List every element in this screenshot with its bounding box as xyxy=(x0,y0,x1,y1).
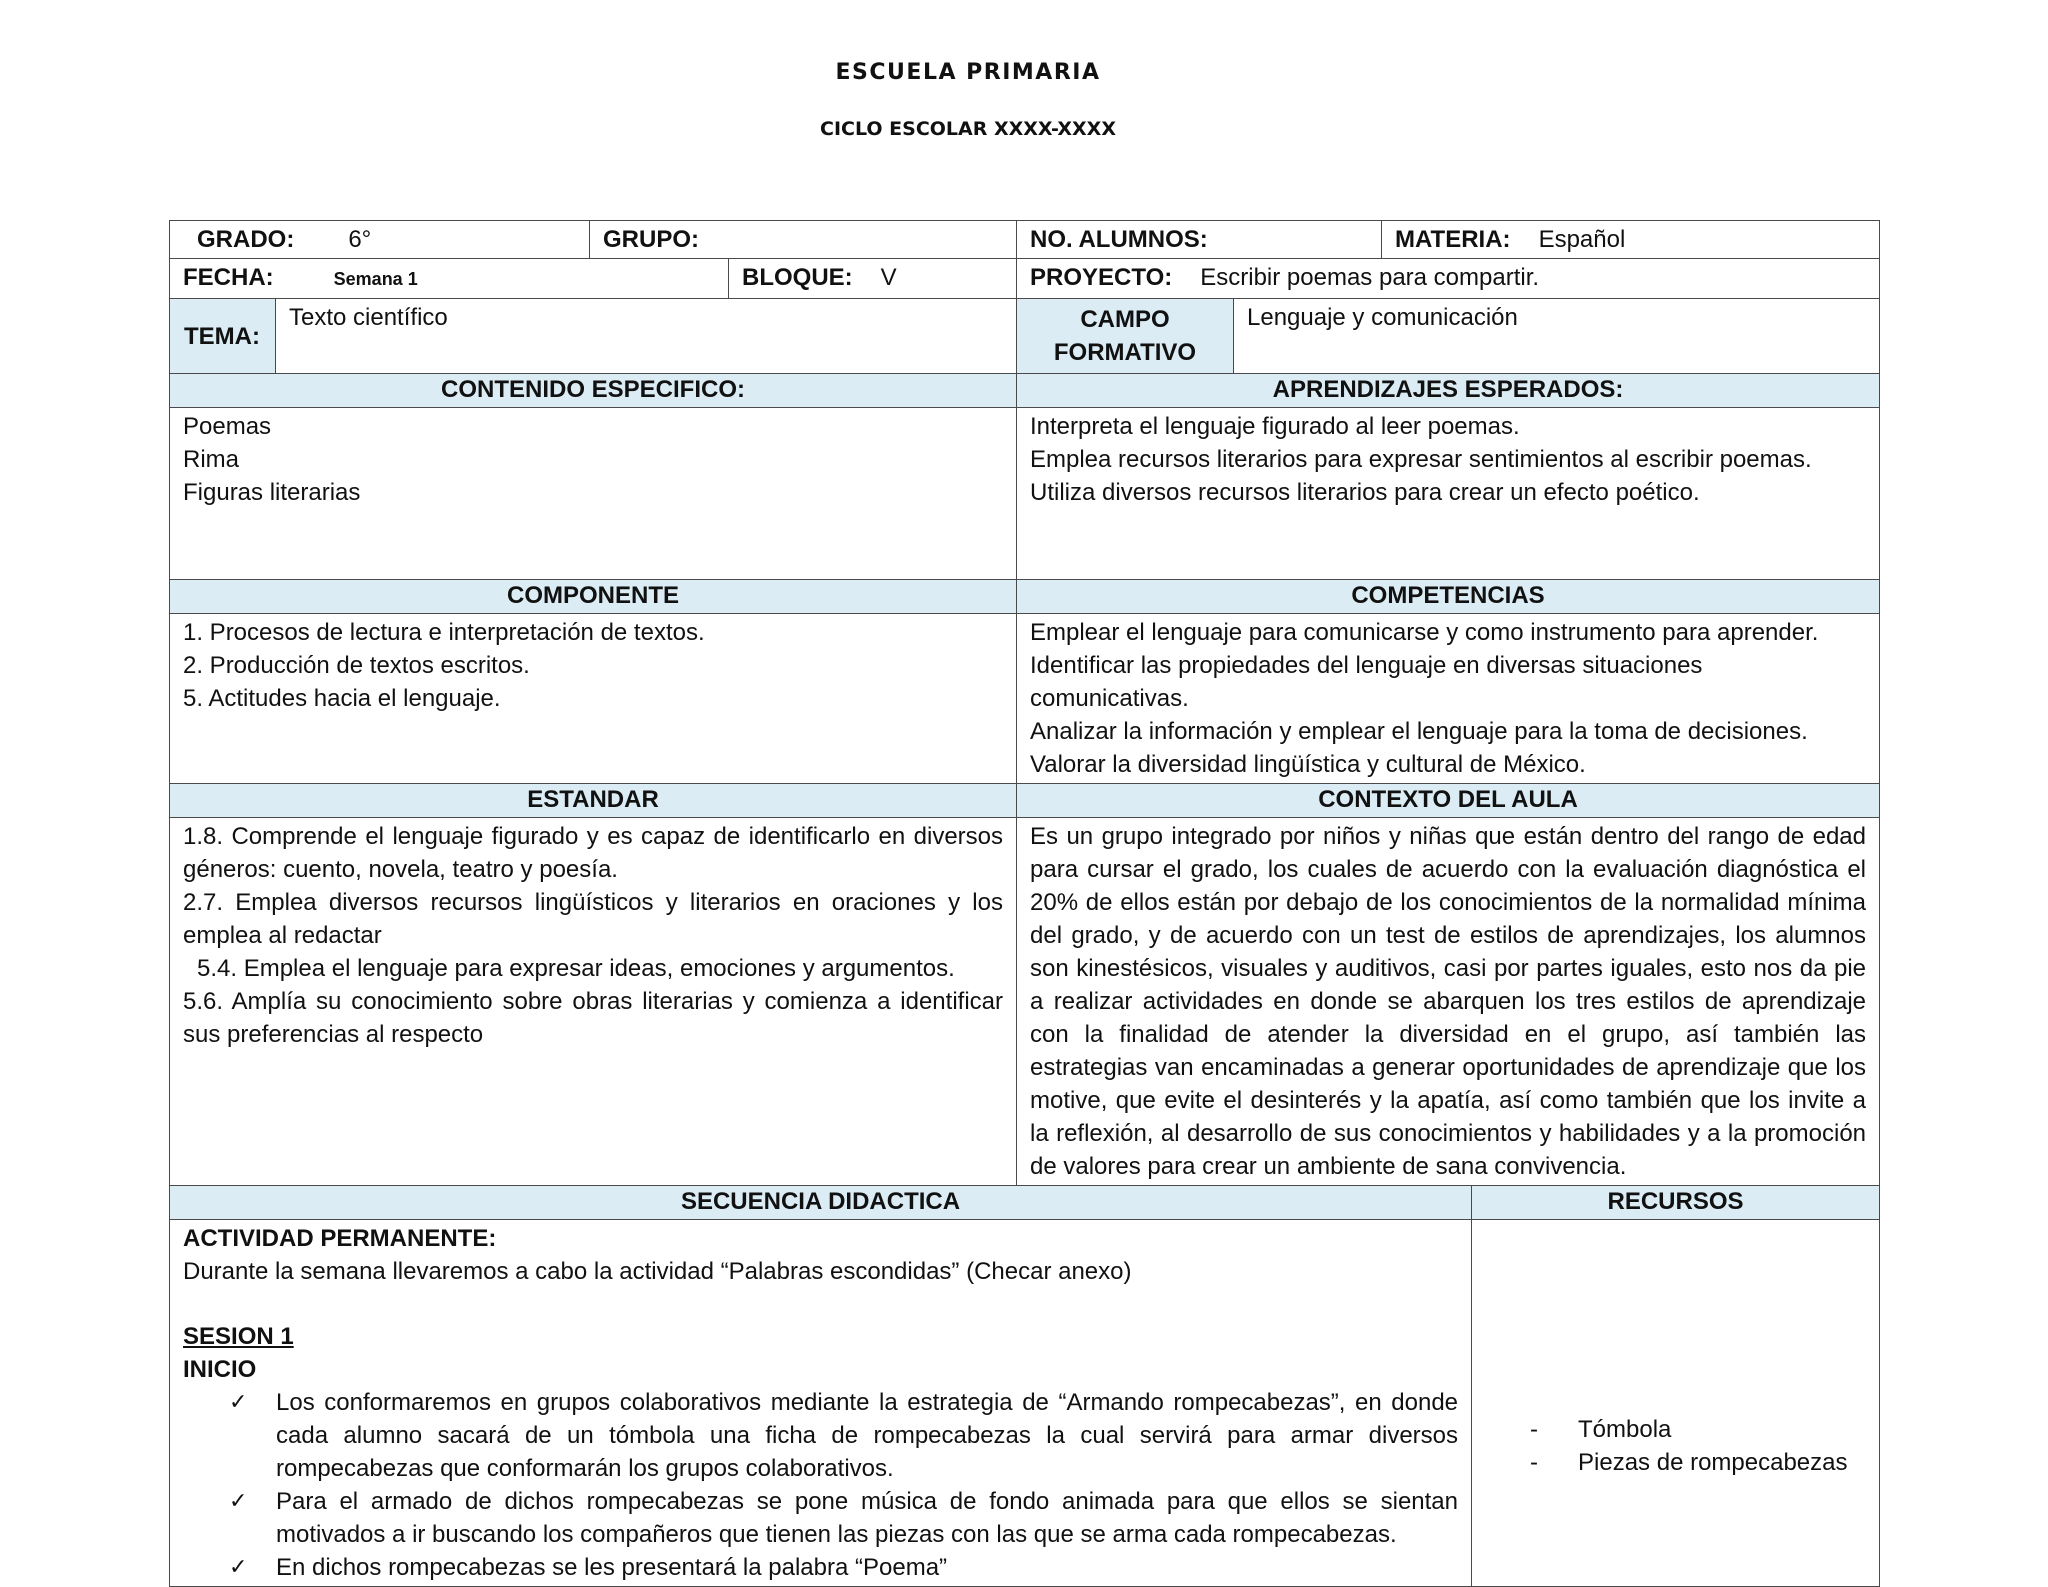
materia-cell xyxy=(1382,221,1880,259)
aprendizajes-cell xyxy=(1017,408,1880,580)
contexto-text: Es un grupo integrado por niños y niñas que están dentro del rango de edad para cursar el grado, los cuales de acuerdo con la evaluación diagnóstica el 20% de ellos están por debajo de los conocimientos de la normalidad mínima del grado, y de acuerdo con un test de estilos de aprendizajes, los alumnos son kinestésicos, visuales y auditivos, casi por partes iguales, esto nos da pie a realizar actividades en donde se abarquen los tres estilos de aprendizaje con la finalidad de atender la diversidad en el grupo, así también las estrategias van encaminadas a generar oportunidades de aprendizaje que los motive, que evite el desinterés y la apatía, así como también que los invite a la reflexión, al desarrollo de sus conocimientos y habilidades y a la promoción de valores para crear un ambiente de sana convivencia. xyxy=(1030,823,1867,1180)
estandar-row xyxy=(170,818,1880,1186)
recursos-list xyxy=(1530,1413,1866,1479)
campo-label-1: CAMPO xyxy=(1080,306,1170,333)
contenido-row xyxy=(170,408,1880,580)
campo-label-cell xyxy=(1017,299,1234,374)
materia-label: MATERIA: xyxy=(1395,226,1511,253)
recurso-item xyxy=(1530,1446,1866,1479)
tema-value: Texto científico xyxy=(289,304,448,331)
tema-label-cell xyxy=(170,299,276,374)
info-row-1 xyxy=(170,221,1880,259)
info-row-2 xyxy=(170,259,1880,299)
inicio-item-text: Para el armado de dichos rompecabezas se pone música de fondo animada para que ellos se sientan motivados a ir buscando los compañeros que tienen las piezas con las que se arma cada rompecabezas. xyxy=(276,1488,1459,1548)
contenido-item: Poemas xyxy=(183,413,272,440)
fecha-value: Semana 1 xyxy=(333,269,418,289)
inicio-item xyxy=(229,1386,1458,1485)
info-row-3 xyxy=(170,299,1880,374)
campo-value: Lenguaje y comunicación xyxy=(1247,304,1518,331)
contexto-header: CONTEXTO DEL AULA xyxy=(1017,784,1880,818)
secuencia-header: SECUENCIA DIDACTICA xyxy=(170,1186,1472,1220)
estandar-item: 1.8. Comprende el lenguaje figurado y es capaz de identificarlo en diversos géneros: cuento, novela, teatro y poesía. xyxy=(183,823,1003,883)
sesion-title: SESION 1 xyxy=(183,1323,294,1350)
grupo-cell xyxy=(590,221,1017,259)
bloque-value: V xyxy=(880,264,897,291)
dash-mark: - xyxy=(1530,1416,1539,1443)
componente-item: 1. Procesos de lectura e interpretación de textos. xyxy=(183,619,705,646)
estandar-header: ESTANDAR xyxy=(170,784,1017,818)
recurso-text: Tómbola xyxy=(1578,1416,1672,1443)
dash-mark: - xyxy=(1530,1449,1539,1476)
lesson-plan-table xyxy=(169,220,1880,1587)
contenido-header: CONTENIDO ESPECIFICO: xyxy=(170,374,1017,408)
contenido-item: Figuras literarias xyxy=(183,479,361,506)
componente-cell xyxy=(170,614,1017,784)
competencia-item: Analizar la información y emplear el lenguaje para la toma de decisiones. xyxy=(1030,718,1808,745)
aprendizaje-item: Interpreta el lenguaje figurado al leer poemas. xyxy=(1030,413,1520,440)
contenido-cell xyxy=(170,408,1017,580)
aprendizaje-item: Emplea recursos literarios para expresar sentimientos al escribir poemas. xyxy=(1030,446,1812,473)
bloque-cell xyxy=(729,259,1017,299)
grado-value: 6° xyxy=(348,226,372,253)
recursos-header: RECURSOS xyxy=(1472,1186,1880,1220)
componente-row xyxy=(170,614,1880,784)
estandar-item: 5.4. Emplea el lenguaje para expresar ideas, emociones y argumentos. xyxy=(197,955,955,982)
competencias-header: COMPETENCIAS xyxy=(1017,580,1880,614)
campo-value-cell xyxy=(1234,299,1880,374)
inicio-title: INICIO xyxy=(183,1356,257,1383)
recurso-item xyxy=(1530,1413,1866,1446)
actividad-permanente-text: Durante la semana llevaremos a cabo la actividad “Palabras escondidas” (Checar anexo) xyxy=(183,1258,1132,1285)
componente-item: 2. Producción de textos escritos. xyxy=(183,652,530,679)
section-header-row xyxy=(170,784,1880,818)
estandar-cell xyxy=(170,818,1017,1186)
check-icon: ✓ xyxy=(229,1489,248,1514)
estandar-item: 5.6. Amplía su conocimiento sobre obras literarias y comienza a identificar sus preferencias al respecto xyxy=(183,988,1003,1048)
alumnos-cell xyxy=(1017,221,1382,259)
inicio-item-text: Los conformaremos en grupos colaborativos mediante la estrategia de “Armando rompecabezas”, en donde cada alumno sacará de un tómbola una ficha de rompecabezas la cual servirá para armar diversos rompecabezas que conformarán los grupos colaborativos. xyxy=(276,1389,1459,1482)
check-icon: ✓ xyxy=(229,1555,248,1580)
competencias-cell xyxy=(1017,614,1880,784)
grado-cell xyxy=(170,221,590,259)
aprendizajes-header: APRENDIZAJES ESPERADOS: xyxy=(1017,374,1880,408)
inicio-item xyxy=(229,1551,1458,1584)
section-header-row xyxy=(170,374,1880,408)
competencia-item: Emplear el lenguaje para comunicarse y como instrumento para aprender. xyxy=(1030,619,1819,646)
spacer xyxy=(183,1288,1458,1320)
estandar-item: 2.7. Emplea diversos recursos lingüísticos y literarios en oraciones y los emplea al redactar xyxy=(183,889,1003,949)
inicio-list xyxy=(183,1386,1458,1584)
componente-item: 5. Actitudes hacia el lenguaje. xyxy=(183,685,501,712)
competencia-item: Identificar las propiedades del lenguaje en diversas situaciones comunicativas. xyxy=(1030,652,1703,712)
grado-label: GRADO: xyxy=(197,226,295,253)
proyecto-label: PROYECTO: xyxy=(1030,264,1173,291)
tema-value-cell xyxy=(276,299,1017,374)
section-header-row xyxy=(170,580,1880,614)
secuencia-row xyxy=(170,1220,1880,1587)
grupo-label: GRUPO: xyxy=(603,226,699,253)
contexto-cell xyxy=(1017,818,1880,1186)
campo-label-2: FORMATIVO xyxy=(1053,339,1197,366)
bloque-label: BLOQUE: xyxy=(742,264,853,291)
recursos-cell xyxy=(1472,1220,1880,1587)
fecha-cell xyxy=(170,259,729,299)
school-cycle: CICLO ESCOLAR XXXX-XXXX xyxy=(820,118,1116,140)
actividad-permanente-title: ACTIVIDAD PERMANENTE: xyxy=(183,1225,497,1252)
proyecto-cell xyxy=(1017,259,1880,299)
tema-label: TEMA: xyxy=(184,322,260,350)
contenido-item: Rima xyxy=(183,446,240,473)
aprendizaje-item: Utiliza diversos recursos literarios para crear un efecto poético. xyxy=(1030,479,1700,506)
secuencia-cell xyxy=(170,1220,1472,1587)
inicio-item xyxy=(229,1485,1458,1551)
competencia-item: Valorar la diversidad lingüística y cultural de México. xyxy=(1030,751,1586,778)
section-header-row xyxy=(170,1186,1880,1220)
check-icon: ✓ xyxy=(229,1390,248,1415)
school-title: ESCUELA PRIMARIA xyxy=(835,60,1101,85)
componente-header: COMPONENTE xyxy=(170,580,1017,614)
fecha-label: FECHA: xyxy=(183,264,274,291)
alumnos-label: NO. ALUMNOS: xyxy=(1030,226,1208,253)
inicio-item-text: En dichos rompecabezas se les presentará la palabra “Poema” xyxy=(276,1554,948,1581)
materia-value: Español xyxy=(1538,226,1626,253)
recurso-text: Piezas de rompecabezas xyxy=(1578,1449,1848,1476)
proyecto-value: Escribir poemas para compartir. xyxy=(1200,264,1540,291)
